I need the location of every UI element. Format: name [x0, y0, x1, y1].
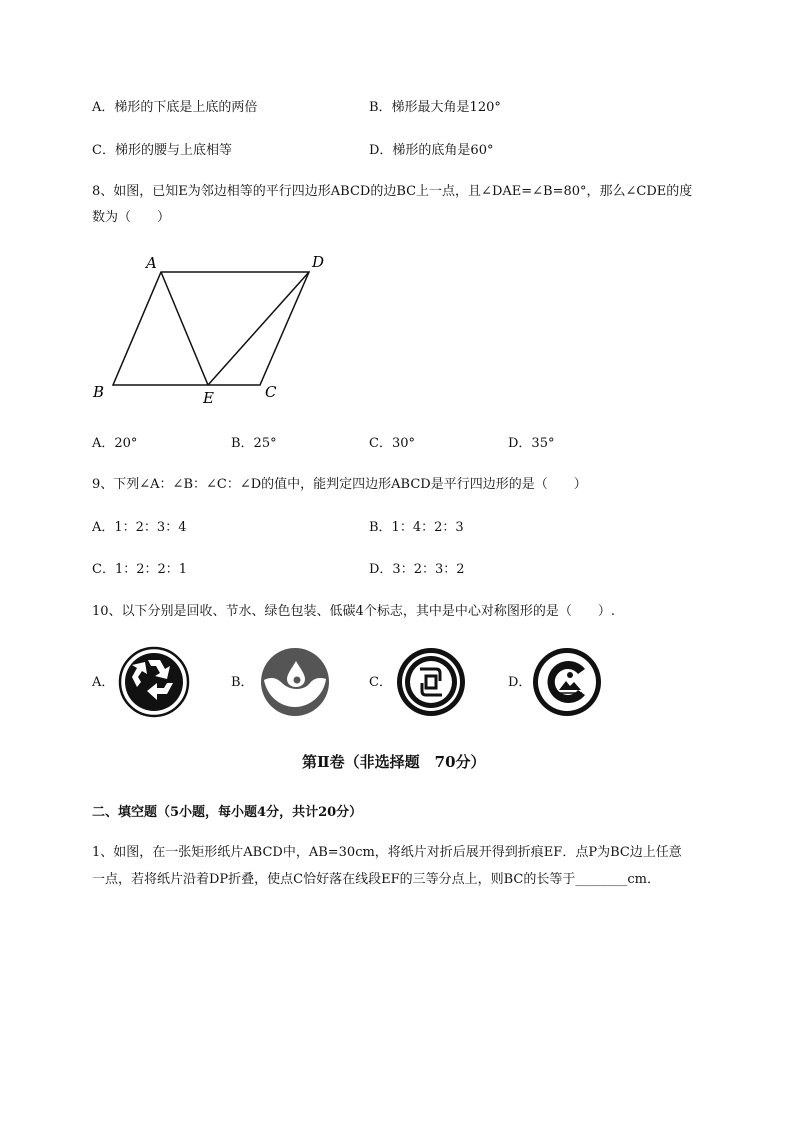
q8-option-a: A．20°	[92, 436, 138, 451]
q10-option-d-letter: D．	[508, 675, 532, 690]
section2-heading: 二、填空题（5小题，每小题4分，共计20分）	[92, 805, 363, 820]
q7-option-a: A．梯形的下底是上底的两倍	[92, 100, 258, 115]
vertex-label-e: E	[203, 389, 214, 407]
q7-option-d: D．梯形的底角是60°	[369, 143, 494, 158]
q9-option-b: B．1：4：2：3	[369, 520, 464, 535]
q8-option-b: B．25°	[231, 436, 277, 451]
q7-option-b: B．梯形最大角是120°	[369, 100, 501, 115]
q8-stem-line1: 8、如图，已知E为邻边相等的平行四边形ABCD的边BC上一点，且∠DAE=∠B=80°，那么∠CDE的度	[92, 184, 693, 199]
q8-parallelogram-figure	[84, 248, 344, 408]
q9-option-a: A．1：2：3：4	[92, 520, 187, 535]
q8-option-d: D．35°	[508, 436, 555, 451]
vertex-label-d: D	[312, 253, 325, 271]
vertex-label-a: A	[146, 254, 157, 272]
low-carbon-logo-icon	[532, 647, 602, 717]
q10-option-c-letter: C．	[369, 675, 392, 690]
q10-option-a-letter: A．	[92, 675, 115, 690]
water-saving-logo-icon	[260, 647, 330, 717]
vertex-label-c: C	[265, 383, 277, 401]
part2-title: 第Ⅱ卷（非选择题 70分）	[302, 753, 486, 771]
segment-ae	[161, 272, 208, 385]
vertex-label-b: B	[93, 383, 105, 401]
segment-de	[208, 272, 309, 385]
fill1-line1: 1、如图，在一张矩形纸片ABCD中，AB=30cm，将纸片对折后展开得到折痕EF．点P为BC边上任意	[92, 845, 682, 860]
q9-option-d: D．3：2：3：2	[369, 562, 465, 577]
q9-stem: 9、下列∠A：∠B：∠C：∠D的值中，能判定四边形ABCD是平行四边形的是（ ）	[92, 477, 587, 492]
q10-stem: 10、以下分别是回收、节水、绿色包装、低碳4个标志，其中是中心对称图形的是（ ）.	[92, 604, 615, 619]
parallelogram-abcd	[113, 272, 309, 385]
q10-option-b-letter: B．	[231, 675, 254, 690]
fill1-line2: 一点，若将纸片沿着DP折叠，使点C恰好落在线段EF的三等分点上，则BC的长等于________cm．	[92, 872, 660, 887]
green-packaging-logo-icon	[396, 647, 466, 717]
q8-stem-line2: 数为（ ）	[92, 210, 171, 225]
q7-option-c: C．梯形的腰与上底相等	[92, 143, 232, 158]
recycle-logo-icon	[118, 646, 190, 718]
q8-option-c: C．30°	[369, 436, 415, 451]
q9-option-c: C．1：2：2：1	[92, 562, 188, 577]
